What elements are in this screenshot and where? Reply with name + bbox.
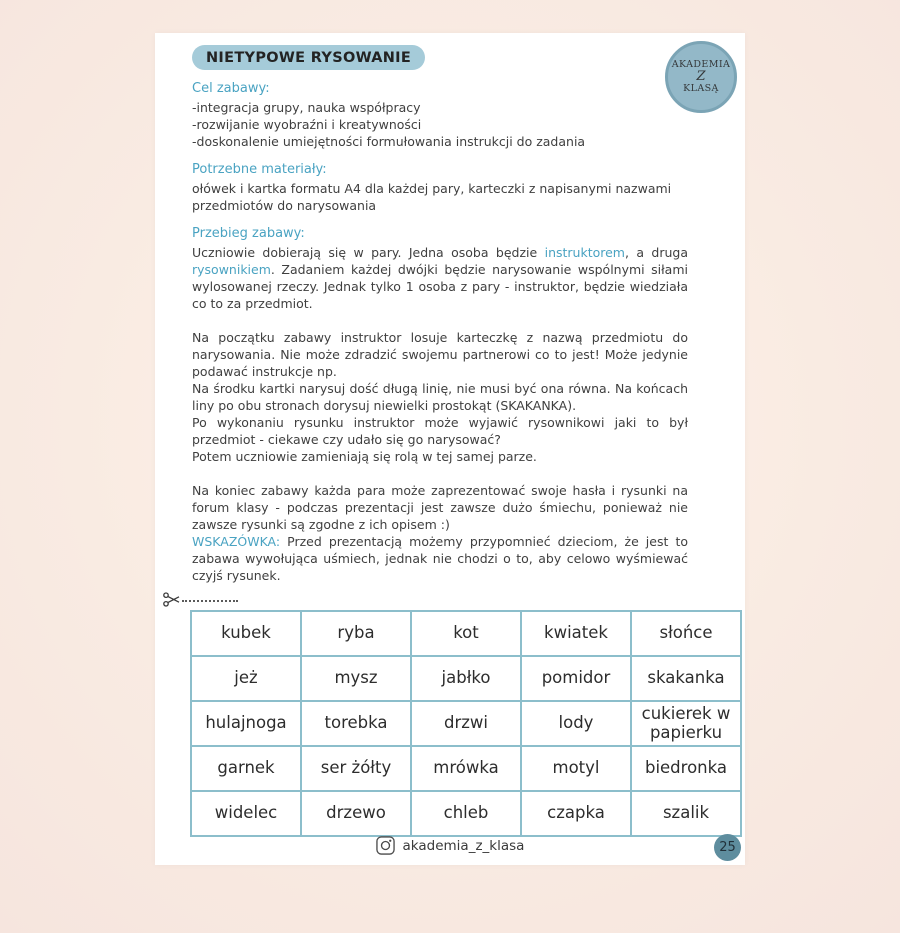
page-number-badge: 25 xyxy=(714,834,741,861)
word-cell: drzwi xyxy=(411,701,521,746)
words-table xyxy=(190,610,742,837)
word-cell: słońce xyxy=(631,611,741,656)
footer xyxy=(155,836,745,855)
word-cell: czapka xyxy=(521,791,631,836)
p1-text: . Zadaniem każdej dwójki będzie narysowanie wspólnymi siłami wylosowanej rzeczy. Jednak tylko 1 osoba z pary - instruktor, będzie wiedziała co to za przedmiot. xyxy=(192,262,688,311)
cel-item: -rozwijanie wyobraźni i kreatywności xyxy=(192,117,422,132)
section-heading-przebieg: Przebieg zabawy: xyxy=(192,226,305,241)
term-rysownikiem: rysownikiem xyxy=(192,262,271,277)
word-cell: ryba xyxy=(301,611,411,656)
przebieg-paragraph-4: Po wykonaniu rysunku instruktor może wyjawić rysownikowi jaki to był przedmiot - ciekawe czy udało się go narysować? xyxy=(192,415,688,447)
akademia-z-klasa-logo xyxy=(665,41,737,113)
word-cell: drzewo xyxy=(301,791,411,836)
instagram-handle: akademia_z_klasa xyxy=(402,837,525,854)
word-cell: kubek xyxy=(191,611,301,656)
table-row xyxy=(191,746,741,791)
materialy-text: ołówek i kartka formatu A4 dla każdej pary, karteczki z napisanymi nazwami przedmiotów do narysowania xyxy=(192,181,672,213)
word-cell: cukierek w papierku xyxy=(631,701,741,746)
p1-text: , a druga xyxy=(624,245,688,260)
table-row xyxy=(191,791,741,836)
cel-item: -doskonalenie umiejętności formułowania instrukcji do zadania xyxy=(192,134,586,149)
section-heading-materialy: Potrzebne materiały: xyxy=(192,162,327,177)
word-cell: pomidor xyxy=(521,656,631,701)
logo-text-line2: Z xyxy=(696,69,706,85)
logo-text-line1: AKADEMIA xyxy=(671,59,731,71)
word-cell: motyl xyxy=(521,746,631,791)
cut-here-line xyxy=(163,592,688,607)
section-heading-cel: Cel zabawy: xyxy=(192,81,270,96)
dotted-cut-line xyxy=(182,600,238,602)
word-cell: szalik xyxy=(631,791,741,836)
tip-label: WSKAZÓWKA: xyxy=(192,534,281,549)
przebieg-paragraph-1 xyxy=(192,244,688,312)
table-row xyxy=(191,656,741,701)
p1-text: Uczniowie dobierają się w pary. Jedna osoba będzie xyxy=(192,245,545,260)
instagram-icon xyxy=(376,836,395,855)
przebieg-paragraph-3: Na środku kartki narysuj dość długą linię, nie musi być ona równa. Na końcach liny po obu stronach dorysuj niewielki prostokąt (SKAKANKA). xyxy=(192,381,688,413)
przebieg-paragraph-5: Potem uczniowie zamieniają się rolą w tej samej parze. xyxy=(192,449,537,464)
word-cell: biedronka xyxy=(631,746,741,791)
word-cell: widelec xyxy=(191,791,301,836)
page-title: NIETYPOWE RYSOWANIE xyxy=(192,45,425,70)
cel-item: -integracja grupy, nauka współpracy xyxy=(192,100,421,115)
word-cell: torebka xyxy=(301,701,411,746)
word-cell: jeż xyxy=(191,656,301,701)
word-cell: kwiatek xyxy=(521,611,631,656)
scissors-icon xyxy=(163,592,180,607)
word-cell: ser żółty xyxy=(301,746,411,791)
przebieg-paragraph-2: Na początku zabawy instruktor losuje karteczkę z nazwą przedmiotu do narysowania. Nie może zdradzić swojemu partnerowi co to jest! Może jedynie podawać instrukcje np. xyxy=(192,330,688,379)
table-row xyxy=(191,611,741,656)
logo-text-line3: KLASĄ xyxy=(683,82,719,94)
tip-text: Przed prezentacją możemy przypomnieć dzieciom, że jest to zabawa wywołująca uśmiech, jednak nie chodzi o to, aby celowo wyśmiewać czyjś rysunek. xyxy=(192,534,688,583)
word-cell: jabłko xyxy=(411,656,521,701)
term-instruktorem: instruktorem xyxy=(544,245,625,260)
word-cell: kot xyxy=(411,611,521,656)
word-cell: mysz xyxy=(301,656,411,701)
word-cell: garnek xyxy=(191,746,301,791)
word-cell: mrówka xyxy=(411,746,521,791)
worksheet-page xyxy=(155,33,745,865)
word-cell: hulajnoga xyxy=(191,701,301,746)
word-cell: skakanka xyxy=(631,656,741,701)
table-row xyxy=(191,701,741,746)
tip-paragraph xyxy=(192,533,688,584)
przebieg-paragraph-6: Na koniec zabawy każda para może zaprezentować swoje hasła i rysunki na forum klasy - podczas prezentacji jest zawsze dużo śmiechu, ponieważ nie zawsze rysunki są zgodne z ich opisem :) xyxy=(192,483,688,532)
word-cell: lody xyxy=(521,701,631,746)
word-cell: chleb xyxy=(411,791,521,836)
